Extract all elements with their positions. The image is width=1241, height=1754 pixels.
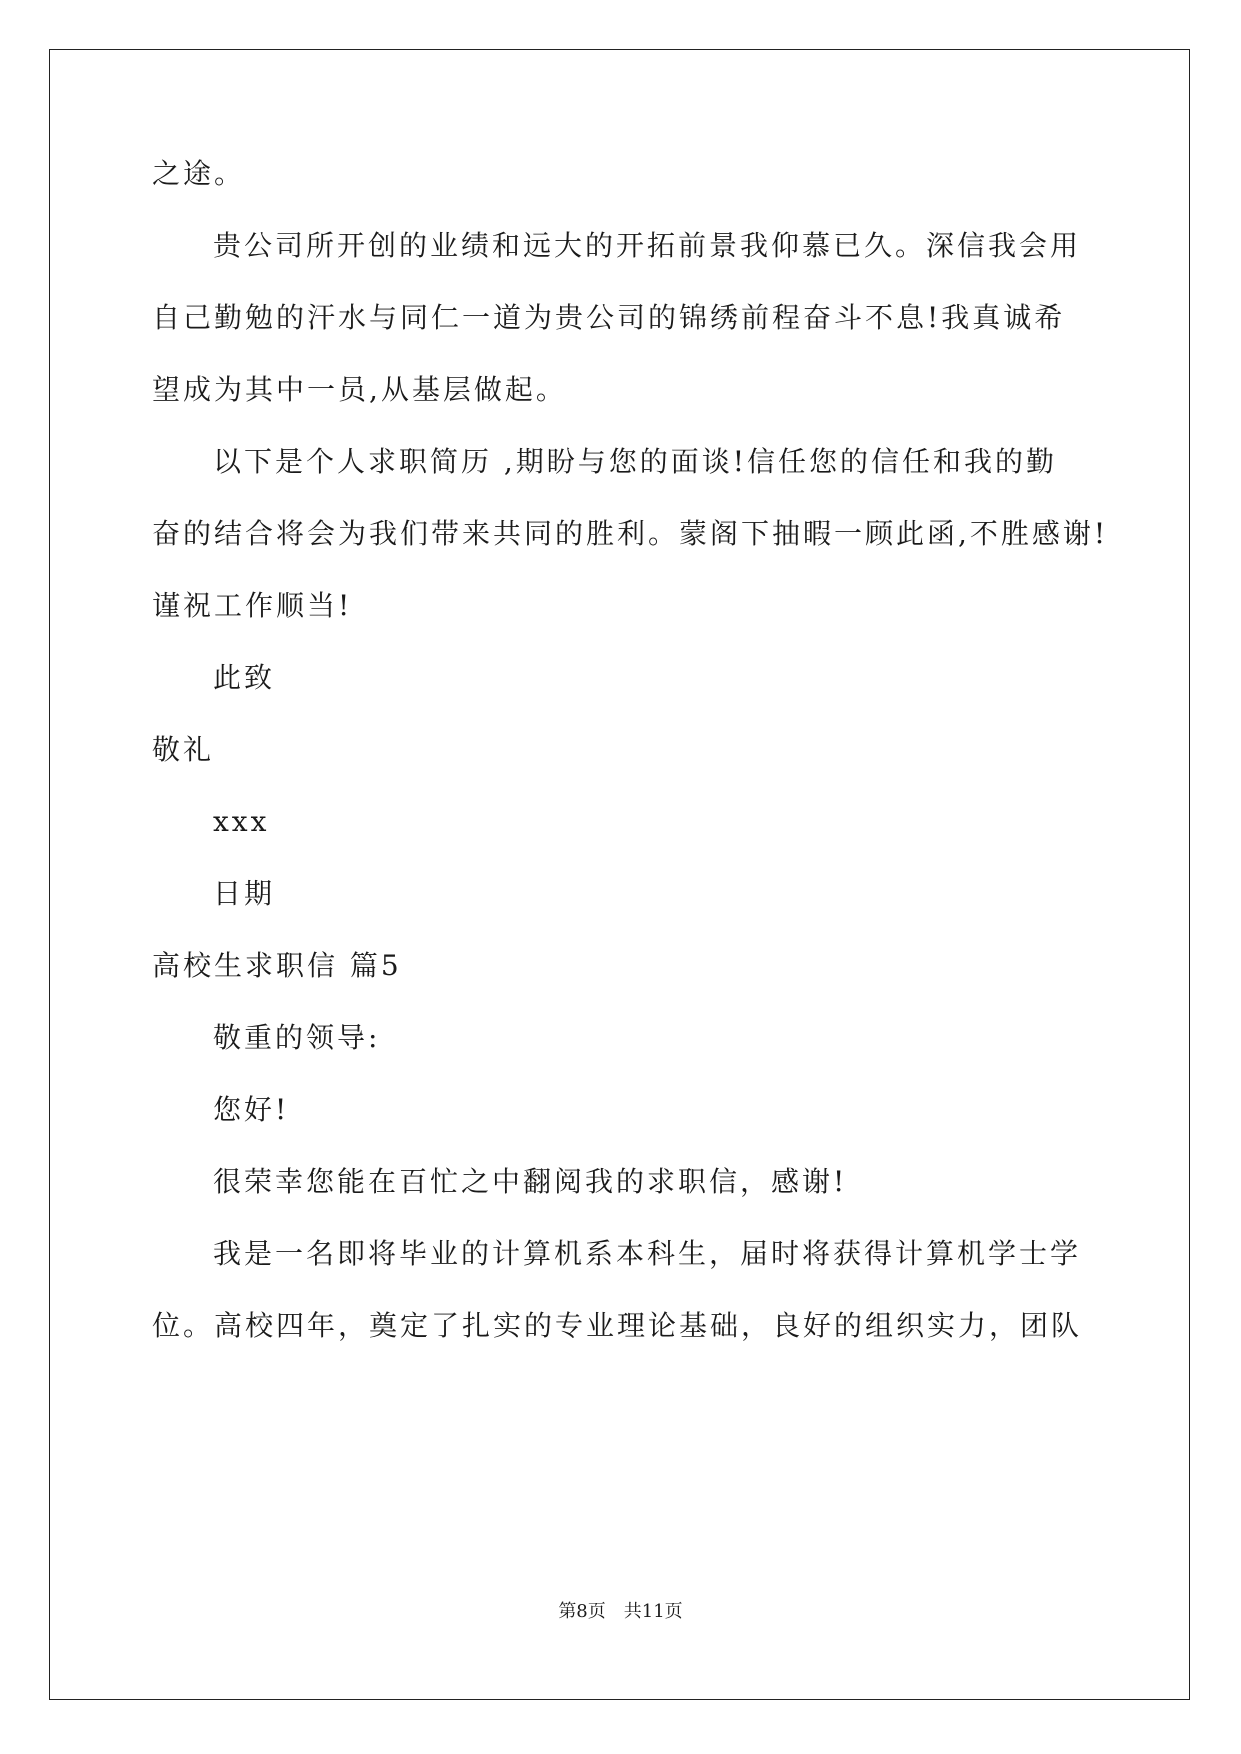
letter-greeting: 敬重的领导: bbox=[213, 1021, 381, 1054]
text-line: 您好! bbox=[213, 1093, 290, 1126]
closing-salutation: 此致 bbox=[213, 661, 276, 694]
text-line: 自己勤勉的汗水与同仁一道为贵公司的锦绣前程奋斗不息!我真诚希 bbox=[152, 301, 1066, 334]
text-line: 位。高校四年，奠定了扎实的专业理论基础，良好的组织实力，团队 bbox=[152, 1309, 1083, 1342]
text-line: 之途。 bbox=[152, 157, 246, 190]
page-number-footer: 第8页 共11页 bbox=[558, 1601, 683, 1622]
text-line: 谨祝工作顺当! bbox=[152, 589, 353, 622]
signature-name: xxx bbox=[213, 805, 270, 838]
section-heading: 高校生求职信 篇5 bbox=[152, 949, 402, 982]
text-line: 贵公司所开创的业绩和远大的开拓前景我仰慕已久。深信我会用 bbox=[213, 229, 1082, 262]
text-line: 奋的结合将会为我们带来共同的胜利。蒙阁下抽暇一顾此函,不胜感谢! bbox=[152, 517, 1109, 550]
text-line: 望成为其中一员,从基层做起。 bbox=[152, 373, 567, 406]
text-line: 我是一名即将毕业的计算机系本科生，届时将获得计算机学士学 bbox=[213, 1237, 1082, 1270]
signature-date: 日期 bbox=[213, 877, 276, 910]
text-line: 以下是个人求职简历 ,期盼与您的面谈!信任您的信任和我的勤 bbox=[213, 445, 1058, 478]
closing-regards: 敬礼 bbox=[152, 733, 215, 766]
text-line: 很荣幸您能在百忙之中翻阅我的求职信，感谢! bbox=[213, 1165, 848, 1198]
